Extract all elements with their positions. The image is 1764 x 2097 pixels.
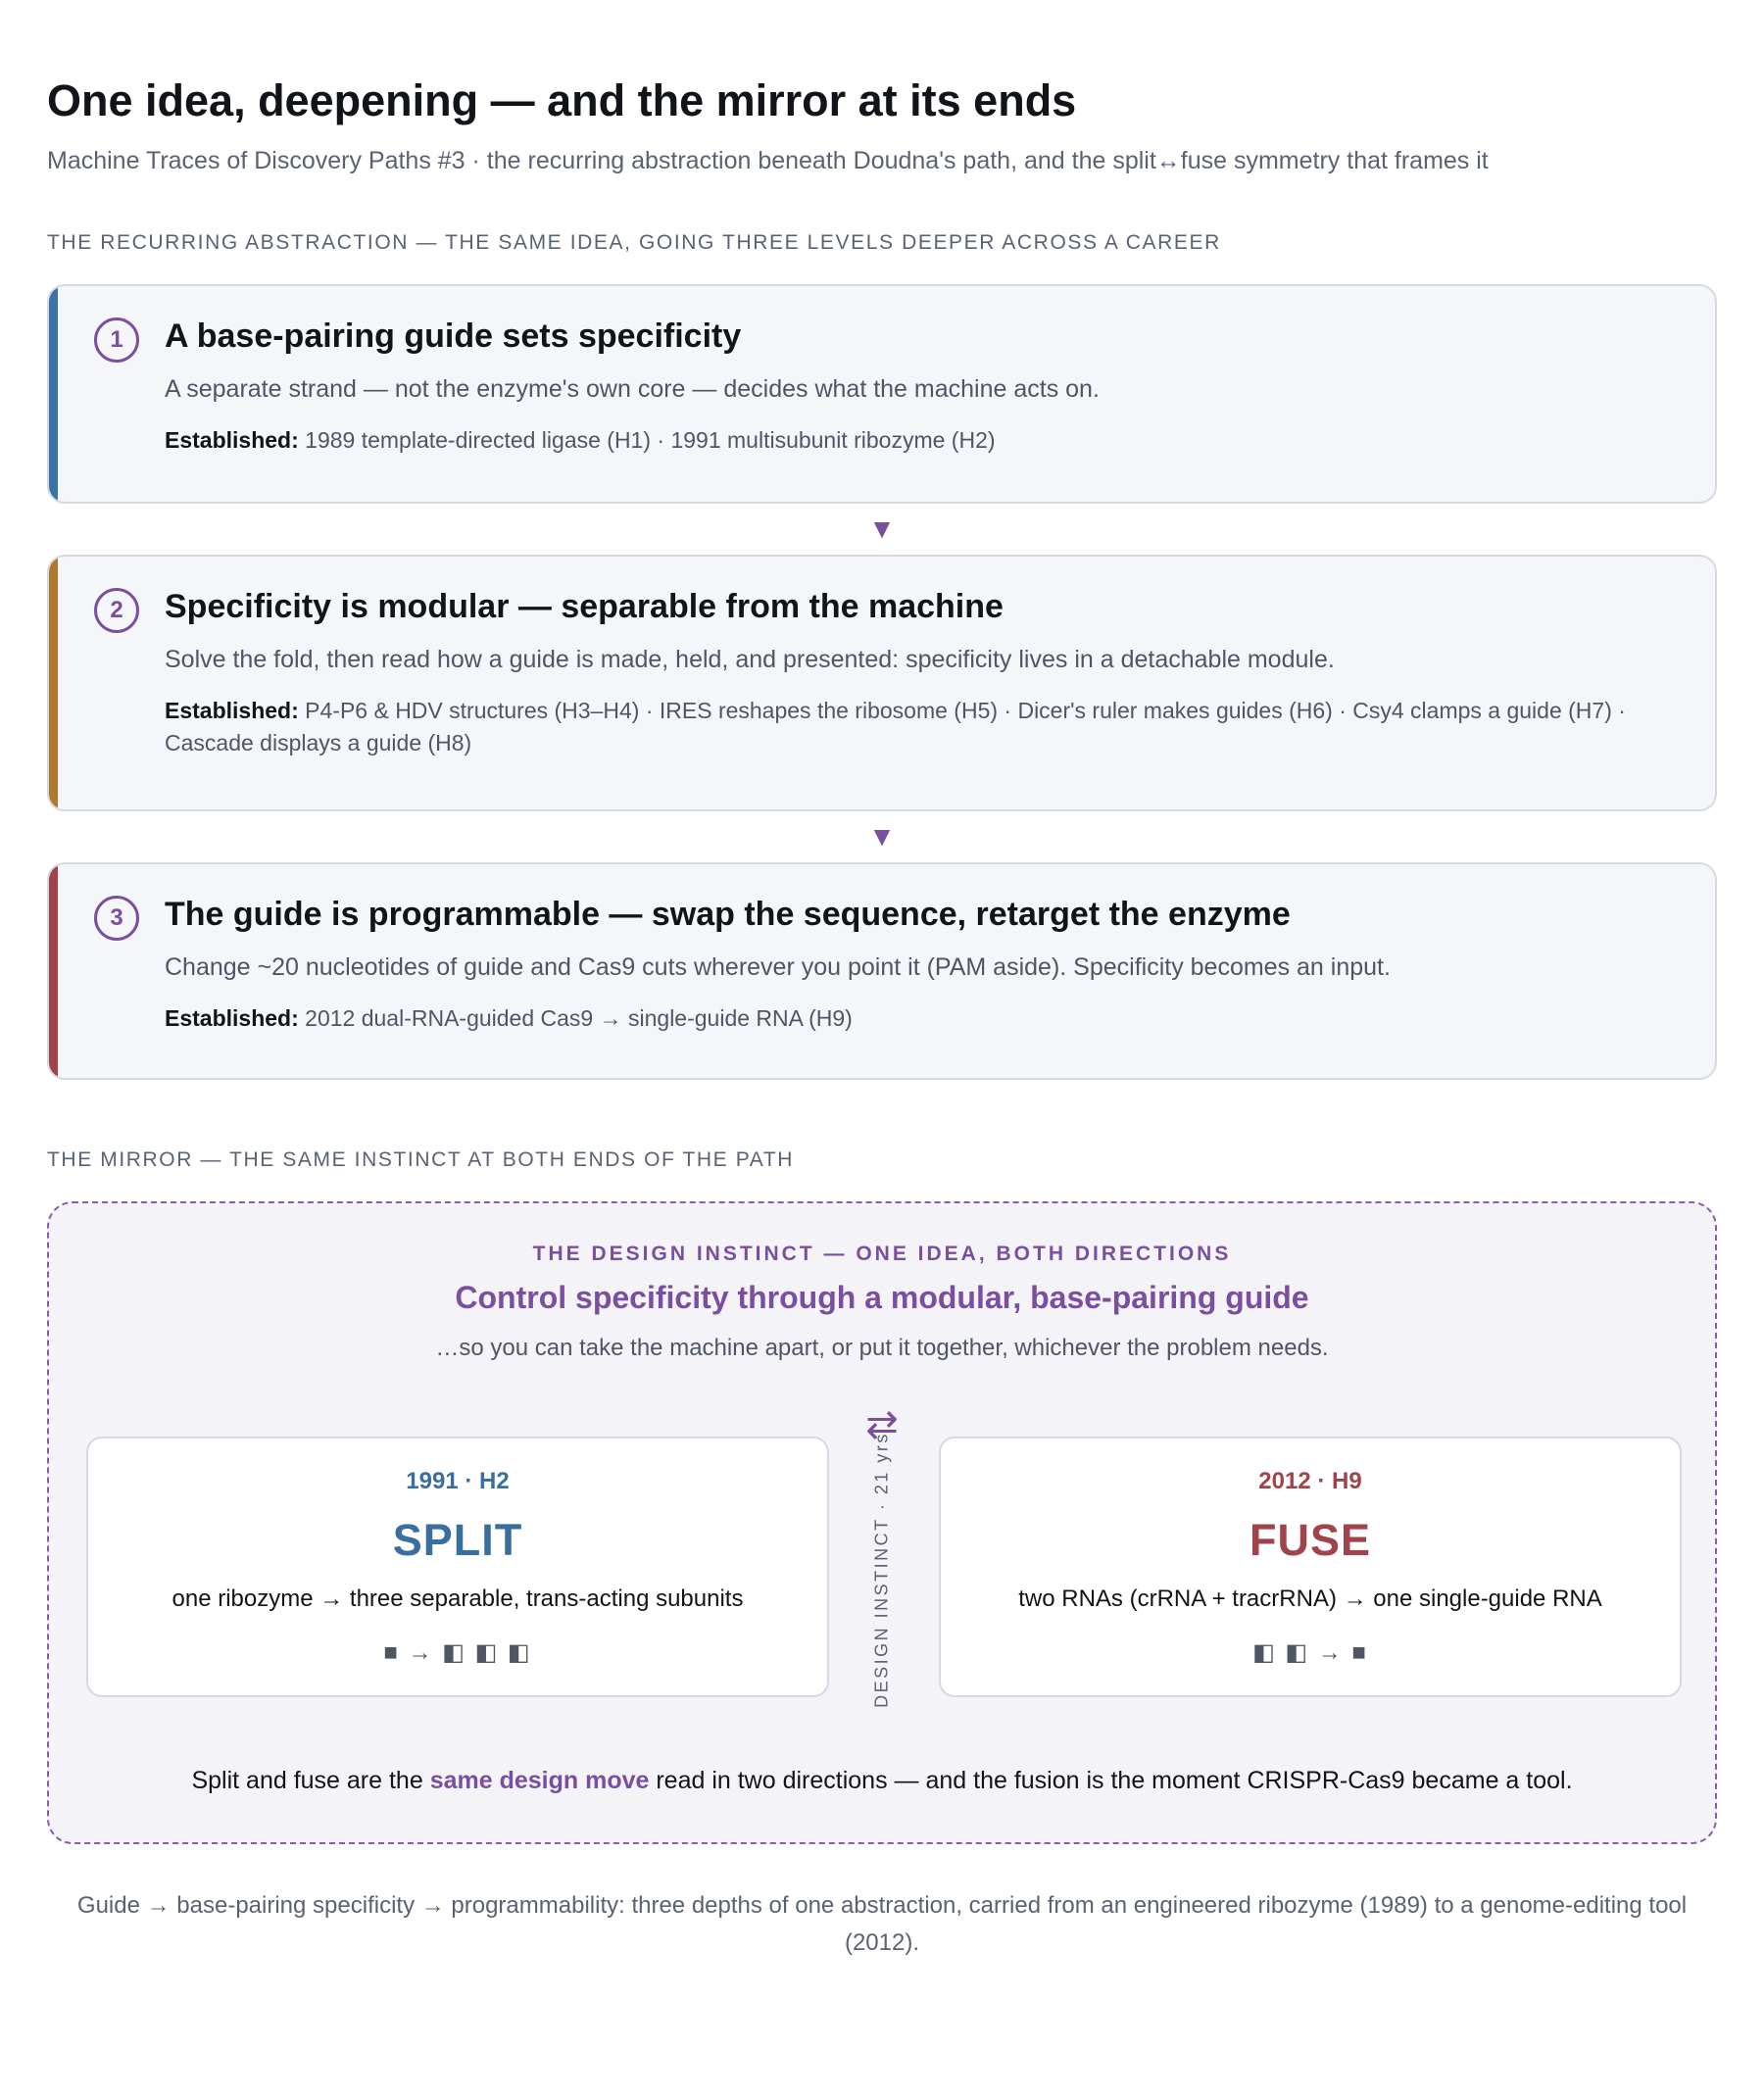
mirror-kicker: THE DESIGN INSTINCT — ONE IDEA, BOTH DIRECTIONS <box>532 1243 1232 1265</box>
closing-note: Guide → base-pairing specificity → programmability: three depths of one abstraction, carried from an engineered ribozyme (1989) to a genome-editing tool (2012). <box>76 1892 1688 1956</box>
mirror-title: Control specificity through a modular, base-pairing guide <box>455 1280 1309 1315</box>
established-label: Established: <box>165 698 299 723</box>
level-title: Specificity is modular — separable from the machine <box>165 588 1004 625</box>
section-label-mirror: THE MIRROR — THE SAME INSTINCT AT BOTH ENDS OF THE PATH <box>47 1148 795 1171</box>
fuse-description: two RNAs (crRNA + tracrRNA) → one single-guide RNA <box>1018 1585 1602 1612</box>
level-card-2 <box>47 555 1717 811</box>
fuse-word: FUSE <box>1249 1515 1371 1565</box>
mirror-subtitle: …so you can take the machine apart, or put it together, whichever the problem needs. <box>435 1335 1329 1361</box>
established-label: Established: <box>165 427 299 453</box>
split-description: one ribozyme → three separable, trans-acting subunits <box>172 1585 744 1612</box>
established-text: 2012 dual-RNA-guided Cas9 → single-guide RNA (H9) <box>305 1005 853 1031</box>
content <box>47 74 1717 1962</box>
design-instinct-axis-label: DESIGN INSTINCT · 21 yrs <box>871 1432 892 1708</box>
split-meta: 1991 · H2 <box>406 1468 510 1494</box>
level-title: A base-pairing guide sets specificity <box>165 317 742 355</box>
level-established <box>165 1002 1676 1035</box>
fuse-diagram-icon: ◧ ◧ → ■ <box>1252 1639 1368 1666</box>
split-card <box>86 1437 829 1697</box>
level-description: Change ~20 nucleotides of guide and Cas9 cuts wherever you point it (PAM aside). Specificity becomes an input. <box>165 953 1391 981</box>
mirror-footer-pre: Split and fuse are the <box>191 1767 430 1794</box>
split-word: SPLIT <box>392 1515 523 1565</box>
level-card-3 <box>47 862 1717 1080</box>
established-label: Established: <box>165 1005 299 1031</box>
page-subtitle: Machine Traces of Discovery Paths #3 · the recurring abstraction beneath Doudna's path, and the split↔fuse symmetry that frames it <box>47 147 1489 174</box>
arrow-down-icon: ▼ <box>868 821 896 852</box>
level-number-badge: 2 <box>94 588 139 633</box>
mirror-footer <box>49 1767 1715 1795</box>
level-card-1 <box>47 284 1717 504</box>
level-number-badge: 1 <box>94 317 139 363</box>
mirror-footer-highlight: same design move <box>429 1767 650 1794</box>
level-title: The guide is programmable — swap the sequence, retarget the enzyme <box>165 896 1291 933</box>
level-number-badge: 3 <box>94 896 139 941</box>
split-diagram-icon: ■ → ◧ ◧ ◧ <box>383 1639 532 1666</box>
mirror-footer-post: read in two directions — and the fusion is the moment CRISPR-Cas9 became a tool. <box>649 1767 1573 1794</box>
arrow-down-icon: ▼ <box>868 513 896 544</box>
level-description: Solve the fold, then read how a guide is made, held, and presented: specificity lives in a detachable module. <box>165 646 1335 673</box>
level-established <box>165 424 1676 457</box>
section-label-abstraction: THE RECURRING ABSTRACTION — THE SAME IDEA, GOING THREE LEVELS DEEPER ACROSS A CAREER <box>47 231 1221 254</box>
fuse-meta: 2012 · H9 <box>1258 1468 1362 1494</box>
page-title: One idea, deepening — and the mirror at its ends <box>47 75 1077 125</box>
fuse-card <box>939 1437 1682 1697</box>
level-established <box>165 695 1676 759</box>
established-text: P4-P6 & HDV structures (H3–H4) · IRES reshapes the ribosome (H5) · Dicer's ruler makes guides (H6) · Csy4 clamps a guide (H7) · Cascade displays a guide (H8) <box>165 698 1626 756</box>
swap-arrows-icon: ⇄ <box>865 1403 899 1446</box>
mirror-panel <box>47 1201 1717 1844</box>
level-description: A separate strand — not the enzyme's own core — decides what the machine acts on. <box>165 375 1100 403</box>
established-text: 1989 template-directed ligase (H1) · 1991 multisubunit ribozyme (H2) <box>305 427 996 453</box>
